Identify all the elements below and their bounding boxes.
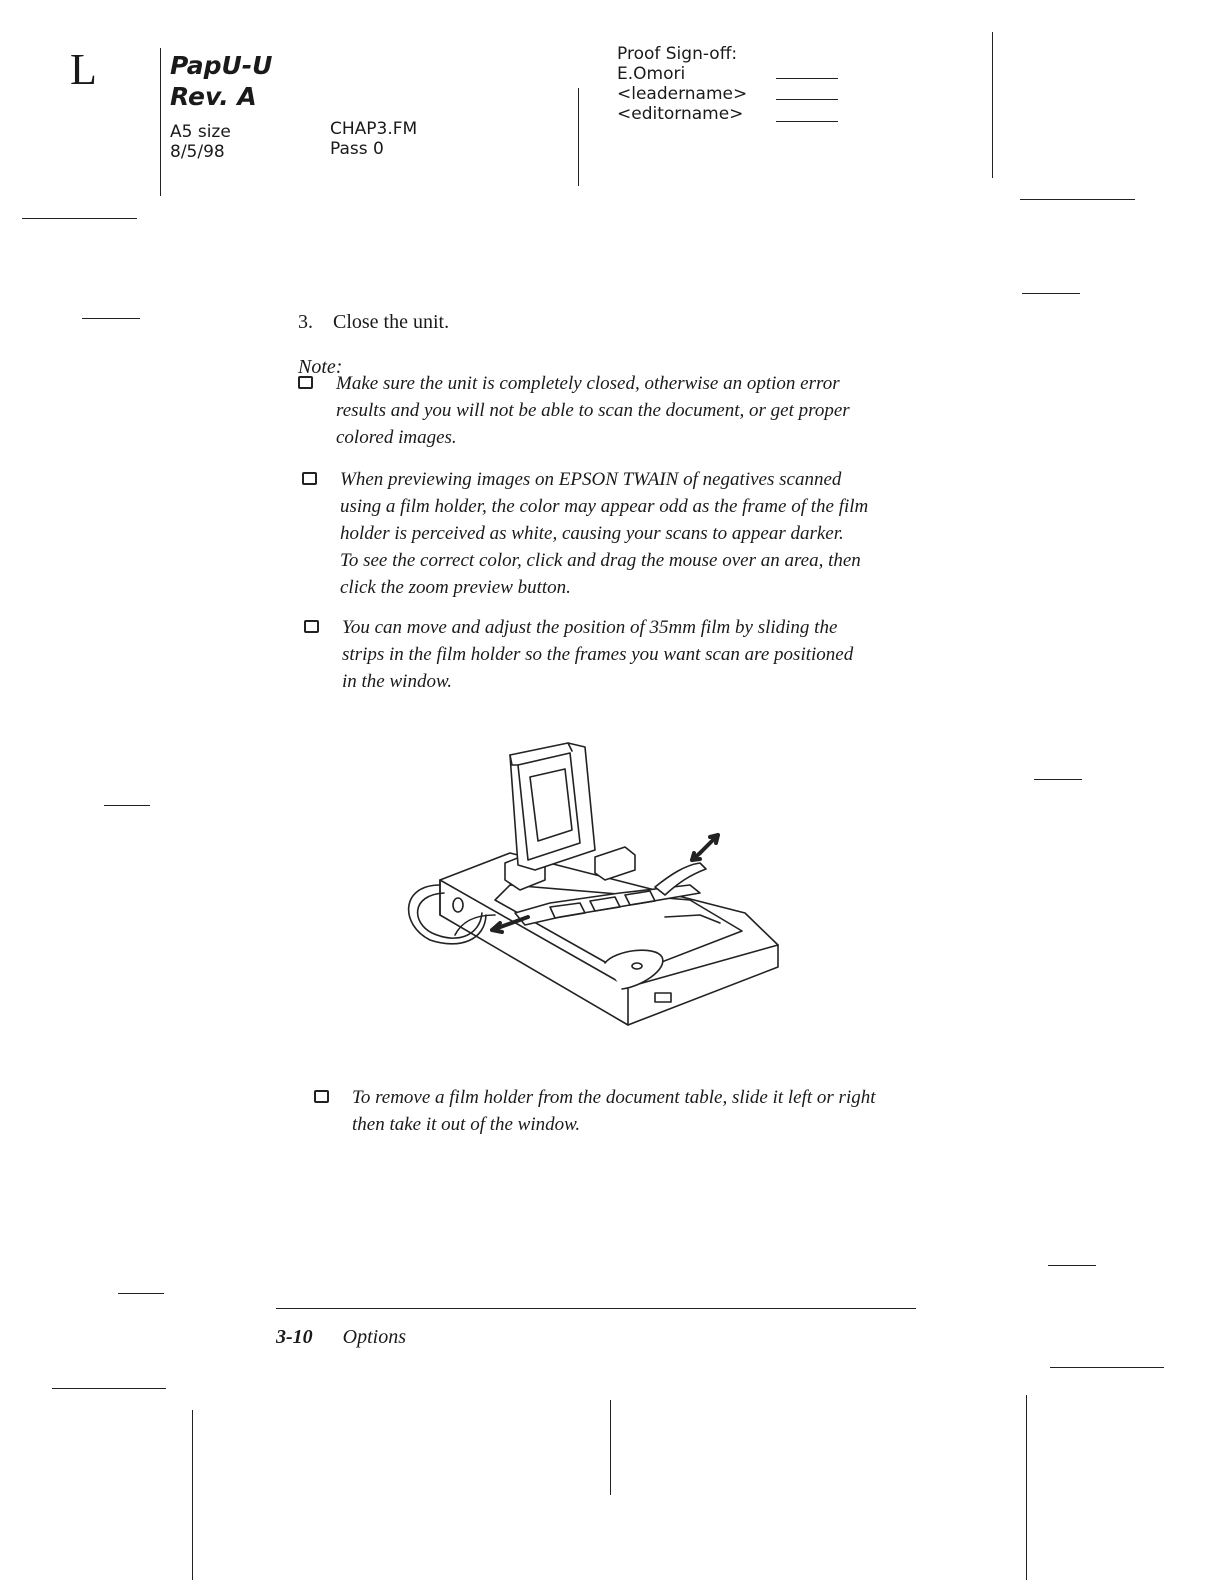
- file-name: CHAP3.FM: [330, 119, 418, 139]
- checkbox-bullet-icon: [314, 1090, 329, 1103]
- note-bullet: [336, 370, 850, 451]
- page-number: 3-10: [276, 1326, 313, 1348]
- bullet-line: holder is perceived as white, causing your scans to appear darker.: [340, 523, 844, 544]
- crop-mark: [22, 218, 137, 219]
- project-block: [170, 50, 272, 112]
- size-date-block: [170, 122, 231, 162]
- bullet-line: Make sure the unit is completely closed, otherwise an option error: [336, 373, 840, 394]
- bullet-line: To see the correct color, click and drag the mouse over an area, then: [340, 550, 861, 571]
- proof-signoff: [617, 44, 747, 124]
- bullet-line: using a film holder, the color may appear odd as the frame of the film: [340, 496, 869, 517]
- crop-mark: [104, 805, 150, 806]
- footer-rule: [276, 1308, 916, 1309]
- crop-mark: [578, 88, 579, 186]
- doc-date: 8/5/98: [170, 142, 225, 162]
- signoff-name: E.Omori: [617, 64, 686, 84]
- note-bullet: [342, 614, 853, 695]
- step-3: [298, 311, 449, 334]
- bullet-line: then take it out of the window.: [352, 1114, 581, 1135]
- crop-mark: [1026, 1395, 1027, 1580]
- bullet-line: You can move and adjust the position of 35mm film by sliding the: [342, 617, 838, 638]
- crop-mark: [192, 1410, 193, 1580]
- bullet-line: in the window.: [342, 671, 452, 692]
- crop-mark: [1022, 293, 1080, 294]
- signoff-name: <editorname>: [617, 104, 744, 124]
- revision-label: Rev. A: [170, 82, 257, 111]
- crop-mark: [1020, 199, 1135, 200]
- crop-mark: [992, 32, 993, 178]
- step-text: Close the unit.: [333, 311, 450, 333]
- page-footer: [276, 1326, 406, 1349]
- crop-mark: [160, 48, 161, 196]
- checkbox-bullet-icon: [304, 620, 319, 633]
- section-name: Options: [342, 1326, 407, 1348]
- crop-mark: [610, 1400, 611, 1495]
- page-size: A5 size: [170, 122, 231, 142]
- step-number: 3.: [298, 311, 313, 333]
- bullet-line: strips in the film holder so the frames you want scan are positioned: [342, 644, 854, 665]
- note-heading: Note:: [298, 356, 343, 378]
- corner-letter: L: [70, 45, 97, 94]
- bullet-line: To remove a film holder from the document table, slide it left or right: [352, 1087, 876, 1108]
- project-name: PapU-U: [170, 51, 273, 80]
- crop-mark: [118, 1293, 164, 1294]
- note-bullet: [352, 1084, 876, 1138]
- signoff-name: <leadername>: [617, 84, 748, 104]
- bullet-line: results and you will not be able to scan the document, or get proper: [336, 400, 850, 421]
- crop-mark: [1034, 779, 1082, 780]
- signoff-title: Proof Sign-off:: [617, 44, 738, 64]
- note-bullet: [340, 466, 868, 601]
- bullet-line: colored images.: [336, 427, 457, 448]
- crop-mark: [1048, 1265, 1096, 1266]
- checkbox-bullet-icon: [302, 472, 317, 485]
- signoff-line: [776, 78, 838, 79]
- crop-mark: [52, 1388, 166, 1389]
- crop-mark: [82, 318, 140, 319]
- crop-mark: [1050, 1367, 1164, 1368]
- file-block: [330, 119, 417, 159]
- bullet-line: When previewing images on EPSON TWAIN of negatives scanned: [340, 469, 842, 490]
- pass-label: Pass 0: [330, 139, 384, 159]
- scanner-film-holder-illustration: [400, 735, 790, 1030]
- checkbox-bullet-icon: [298, 376, 313, 389]
- bullet-line: click the zoom preview button.: [340, 577, 571, 598]
- signoff-line: [776, 121, 838, 122]
- signoff-line: [776, 99, 838, 100]
